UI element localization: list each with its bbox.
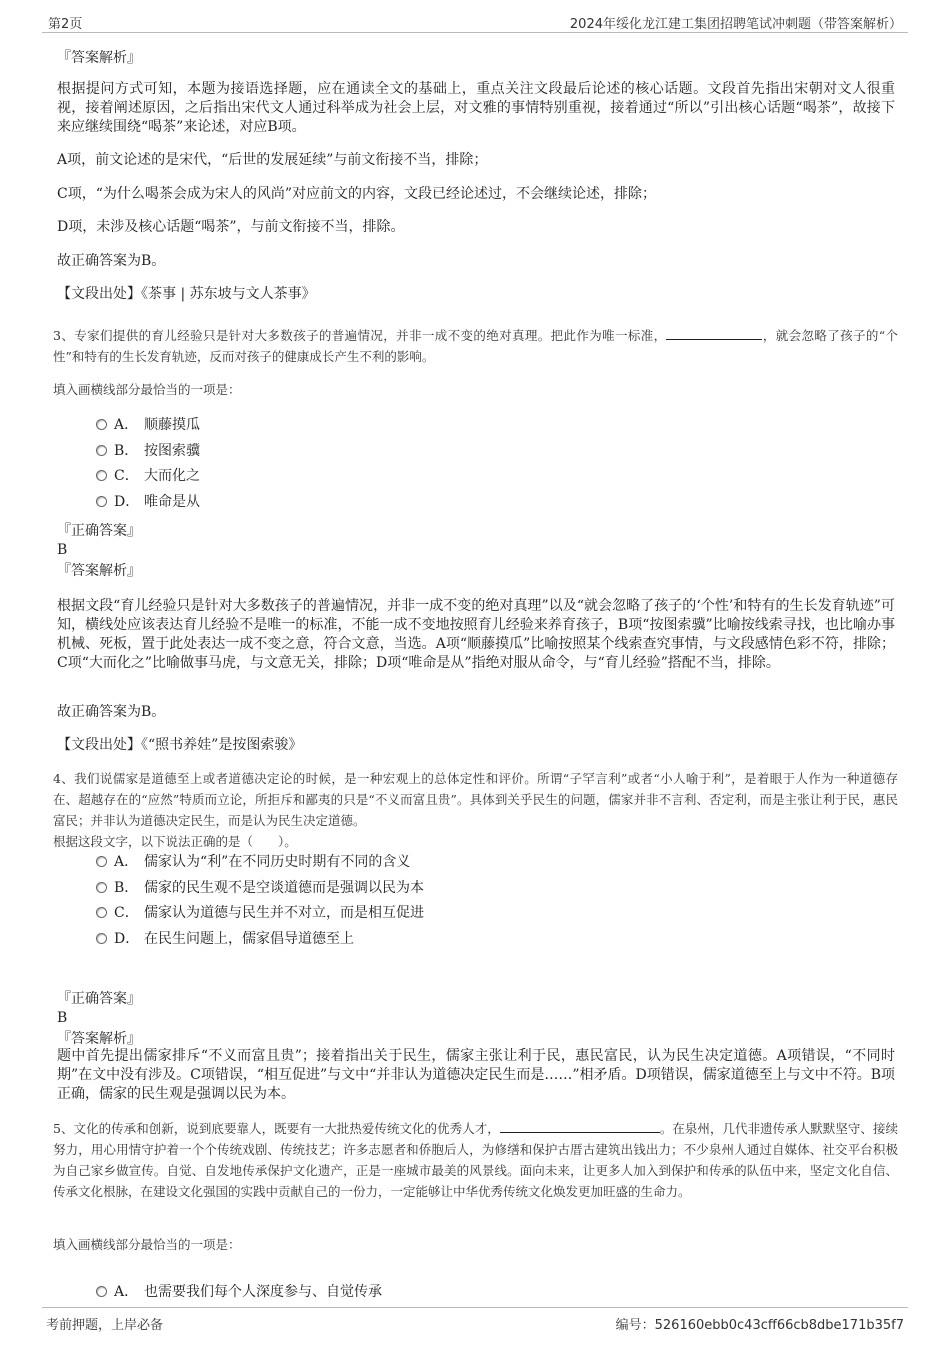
q3-analysis-label: 『答案解析』 bbox=[57, 563, 141, 579]
q3-answer: B bbox=[57, 542, 68, 558]
q3-prompt: 填入画横线部分最恰当的一项是： bbox=[53, 382, 241, 397]
page-footer bbox=[42, 1307, 908, 1338]
radio-icon[interactable] bbox=[96, 1286, 107, 1297]
radio-icon[interactable] bbox=[96, 856, 107, 867]
radio-icon[interactable] bbox=[96, 882, 107, 893]
q3-source: 【文段出处】《“照书养娃”是按图索骏》 bbox=[57, 737, 303, 753]
q5-prompt: 填入画横线部分最恰当的一项是： bbox=[53, 1237, 241, 1252]
q4-analysis-label: 『答案解析』 bbox=[57, 1031, 141, 1047]
q4-option-b[interactable]: B． 儒家的民生观不是空谈道德而是强调以民为本 bbox=[96, 878, 424, 898]
q1-conclusion: 故正确答案为B。 bbox=[57, 253, 166, 269]
q3-blank bbox=[666, 325, 762, 340]
q4-option-a[interactable]: A． 儒家认为“利”在不同历史时期有不同的含义 bbox=[96, 852, 410, 872]
q5-stem bbox=[53, 1118, 898, 1202]
q4-answer: B bbox=[57, 1010, 68, 1026]
document-id: 编号：526160ebb0c43cff66cb8dbe171b35f7 bbox=[615, 1318, 904, 1333]
q3-option-a[interactable]: A． 顺藤摸瓜 bbox=[96, 415, 200, 435]
footer-slogan: 考前押题，上岸必备 bbox=[46, 1318, 164, 1333]
radio-icon[interactable] bbox=[96, 496, 107, 507]
radio-icon[interactable] bbox=[96, 933, 107, 944]
q3-analysis: 根据文段“育儿经验只是针对大多数孩子的普遍情况，并非一成不变的绝对真理”以及“就会忽略了孩子的‘个性’和特有的生长发育轨迹”可知，横线处应该表达育儿经验不是唯一的标准，不能一成不变地按照育儿经验来养育孩子，B项“按图索骥”比喻按线索寻找，也比喻办事机械、死板，置于此处表达一成不变之意，符合文意，当选。A项“顺藤摸瓜”比喻按照某个线索查究事情，与文段感情色彩不符，排除；C项“大而化之”比喻做事马虎，与文意无关，排除；D项“唯命是从”指绝对服从命令，与“育儿经验”搭配不当，排除。 bbox=[57, 598, 895, 671]
page-header bbox=[42, 10, 908, 33]
q3-option-b[interactable]: B． 按图索骥 bbox=[96, 441, 200, 461]
q3-stem-part2: ，就会忽略了孩子的“个性”和特有的生长发育轨迹，反而对孩子的健康成长产生不利的影响。 bbox=[53, 328, 898, 364]
radio-icon[interactable] bbox=[96, 445, 107, 456]
radio-icon[interactable] bbox=[96, 419, 107, 430]
q4-option-d[interactable]: D． 在民生问题上，儒家倡导道德至上 bbox=[96, 929, 354, 949]
q1-analysis-option-a: A项，前文论述的是宋代，“后世的发展延续”与前文衔接不当，排除； bbox=[57, 152, 488, 168]
q5-stem-part2: 。在泉州，几代非遗传承人默默坚守、接续努力，用心用情守护着一个个传统戏剧、传统技艺；许多志愿者和侨胞后人，为修缮和保护古厝古建筑出钱出力；不少泉州人通过自媒体、社交平台积极为自己家乡做宣传。自觉、自发地传承保护文化遗产，正是一座城市最美的风景线。面向未来，让更多人加入到保护和传承的队伍中来，坚定文化自信、传承文化根脉，在建设文化强国的实践中贡献自己的一份力，一定能够让中华优秀传统文化焕发更加旺盛的生命力。 bbox=[53, 1121, 898, 1199]
q5-blank bbox=[500, 1118, 660, 1133]
document-title: 2024年绥化龙江建工集团招聘笔试冲刺题（带答案解析） bbox=[569, 17, 902, 32]
q4-stem: 4、我们说儒家是道德至上或者道德决定论的时候，是一种宏观上的总体定性和评价。所谓“子罕言利”或者“小人喻于利”，是着眼于人作为一种道德存在、超越存在的“应然”特质而立论，所拒斥和鄙夷的只是“不义而富且贵”。具体到关乎民生的问题，儒家并非不言利、否定利，而是主张让利于民，惠民富民；并非认为道德决定民生，而是认为民生决定道德。 bbox=[53, 771, 898, 828]
q3-stem bbox=[53, 325, 898, 367]
q4-analysis: 题中首先提出儒家排斥“不义而富且贵”；接着指出关于民生，儒家主张让利于民，惠民富民，认为民生决定道德。A项错误，“不同时期”在文中没有涉及。C项错误，“相互促进”与文中“并非认为道德决定民生而是……”相矛盾。D项错误，儒家道德至上与文中不符。B项正确，儒家的民生观是强调以民为本。 bbox=[57, 1048, 896, 1102]
q4-option-c[interactable]: C． 儒家认为道德与民生并不对立，而是相互促进 bbox=[96, 903, 424, 923]
page-number: 第2页 bbox=[48, 17, 83, 32]
q1-source: 【文段出处】《茶事 | 苏东坡与文人茶事》 bbox=[57, 286, 316, 302]
q1-analysis-option-d: D项，未涉及核心话题“喝茶”，与前文衔接不当，排除。 bbox=[57, 219, 405, 235]
radio-icon[interactable] bbox=[96, 907, 107, 918]
q3-stem-part1: 3、专家们提供的育儿经验只是针对大多数孩子的普遍情况，并非一成不变的绝对真理。把此作为唯一标准， bbox=[53, 328, 667, 343]
q1-analysis-label: 『答案解析』 bbox=[57, 50, 141, 66]
q3-option-c[interactable]: C． 大而化之 bbox=[96, 466, 200, 486]
q3-conclusion: 故正确答案为B。 bbox=[57, 704, 166, 720]
q3-option-d[interactable]: D． 唯命是从 bbox=[96, 492, 200, 512]
q4-answer-label: 『正确答案』 bbox=[57, 991, 141, 1007]
radio-icon[interactable] bbox=[96, 470, 107, 481]
q3-answer-label: 『正确答案』 bbox=[57, 523, 141, 539]
q5-stem-part1: 5、文化的传承和创新，说到底要靠人，既要有一大批热爱传统文化的优秀人才， bbox=[53, 1121, 500, 1136]
q1-analysis-paragraph: 根据提问方式可知，本题为接语选择题，应在通读全文的基础上，重点关注文段最后论述的核心话题。文段首先指出宋朝对文人很重视，接着阐述原因，之后指出宋代文人通过科举成为社会上层，对文雅的事情特别重视，接着通过“所以”引出核心话题“喝茶”，故接下来应继续围绕“喝茶”来论述，对应B项。 bbox=[57, 81, 895, 135]
q5-option-a[interactable]: A． 也需要我们每个人深度参与、自觉传承 bbox=[96, 1282, 382, 1302]
q1-analysis-option-c: C项，“为什么喝茶会成为宋人的风尚”对应前文的内容，文段已经论述过，不会继续论述，排除； bbox=[57, 186, 657, 202]
q4-prompt: 根据这段文字，以下说法正确的是（ ）。 bbox=[53, 834, 297, 849]
